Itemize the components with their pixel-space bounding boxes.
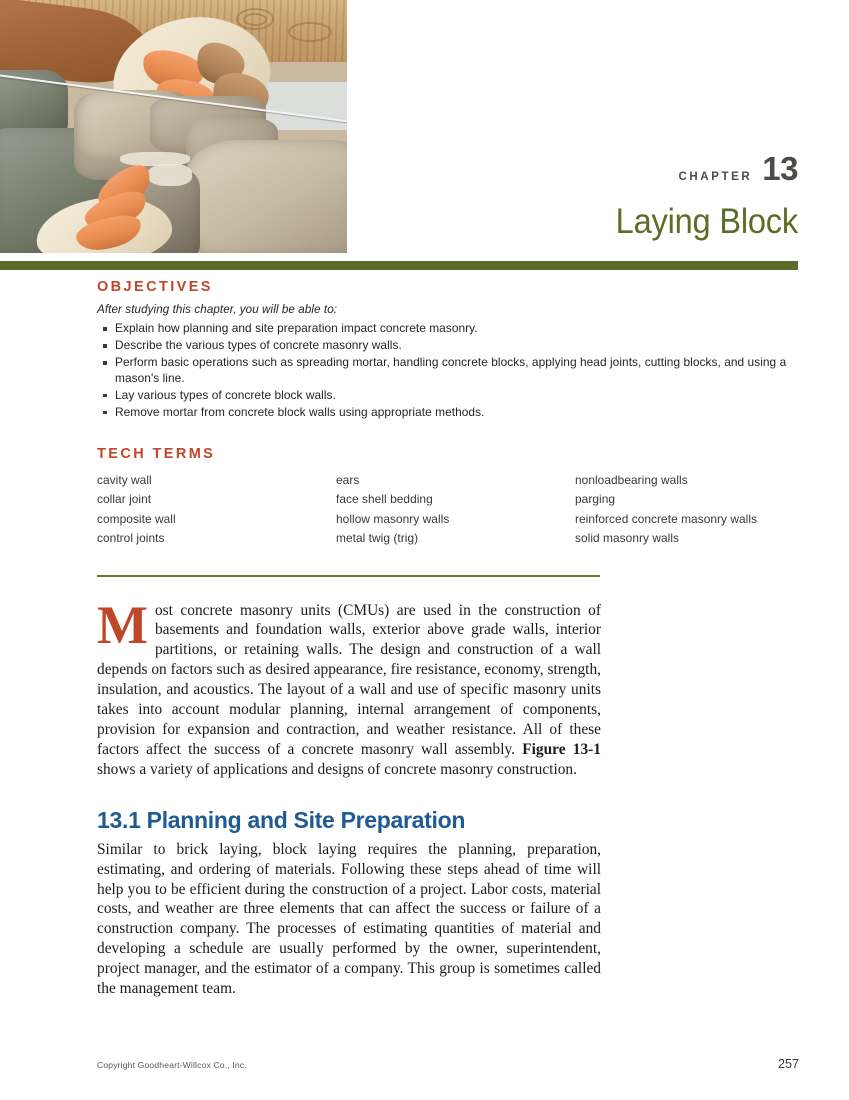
wood-knot (288, 22, 332, 42)
tech-terms-column (97, 471, 336, 549)
tech-terms-column (575, 471, 799, 549)
tech-term: collar joint (97, 492, 152, 507)
page-footer (97, 1057, 799, 1071)
stone (186, 140, 347, 253)
body-column (97, 594, 602, 999)
figure-reference: Figure 13-1 (522, 740, 602, 758)
list-item: Explain how planning and site preparation impact concrete masonry. (97, 321, 799, 337)
list-item: Describe the various types of concrete masonry walls. (97, 338, 799, 354)
chapter-heading-block (360, 150, 798, 242)
tech-term: ears (336, 472, 360, 487)
tech-term: hollow masonry walls (336, 511, 450, 526)
list-item: Lay various types of concrete block walls. (97, 388, 799, 404)
list-item: Remove mortar from concrete block walls using appropriate methods. (97, 405, 799, 421)
mortar-joint (148, 164, 192, 186)
wood-knot (243, 13, 267, 26)
objectives-intro: After studying this chapter, you will be able to: (97, 303, 338, 316)
drop-cap: M (97, 594, 148, 655)
tech-term: composite wall (97, 511, 176, 526)
tech-terms-column (336, 471, 575, 549)
tech-term: face shell bedding (336, 492, 433, 507)
chapter-kicker: CHAPTER (678, 171, 753, 183)
photo-scene (0, 0, 347, 253)
intro-paragraph (97, 594, 602, 780)
tech-term: control joints (97, 531, 165, 546)
page-content (97, 279, 799, 999)
tech-term: cavity wall (97, 472, 152, 487)
chapter-title: Laying Block (615, 202, 798, 241)
chapter-opener-photo (0, 0, 347, 253)
list-item: Perform basic operations such as spreading mortar, handling concrete blocks, applying head joints, cutting blocks, and using a mason's line. (97, 355, 799, 386)
tech-terms-columns (97, 471, 799, 549)
copyright-notice: Copyright Goodheart-Willcox Co., Inc. (97, 1060, 247, 1070)
tech-term: nonloadbearing walls (575, 472, 688, 487)
tech-term: reinforced concrete masonry walls (575, 511, 758, 526)
tech-term: parging (575, 492, 616, 507)
header-green-rule (0, 261, 798, 270)
tech-term: metal twig (trig) (336, 531, 419, 546)
tech-terms-label: TECH TERMS (97, 445, 216, 462)
objectives-list (97, 321, 799, 421)
body-separator-rule (97, 575, 600, 577)
section-heading: 13.1 Planning and Site Preparation (97, 806, 466, 833)
intro-text-before-figure-ref: ost concrete masonry units (CMUs) are used in the construction of basements and foundation walls, exterior above grade walls, interior partitions, or retaining walls. The design and construction of a wall depends on factors such as desired appearance, fire resistance, economy, strength, insulation, and acoustics. The layout of a wall and use of specific masonry units takes into account modular planning, internal arrangement of components, provision for expansion and contraction, and weather resistance. All of these factors affect the success of a concrete masonry wall assembly. (97, 601, 601, 758)
page-number: 257 (777, 1057, 799, 1071)
chapter-number-row (360, 150, 798, 188)
objectives-label: OBJECTIVES (97, 279, 213, 295)
intro-text-after-figure-ref: shows a variety of applications and designs of concrete masonry construction. (97, 760, 577, 778)
tech-term: solid masonry walls (575, 531, 680, 546)
chapter-number: 13 (762, 150, 798, 187)
section-paragraph: Similar to brick laying, block laying requires the planning, preparation, estimating, and ordering of materials. Following these steps ahead of time will help you to be efficient during the construction of a project. Labor costs, material costs, and weather are three elements that can affect the success or failure of a construction company. The processes of estimating quantities of material and developing a schedule are usually performed by the owner, superintendent, project manager, and the estimator of a company. This group is sometimes called the management team. (97, 840, 601, 998)
